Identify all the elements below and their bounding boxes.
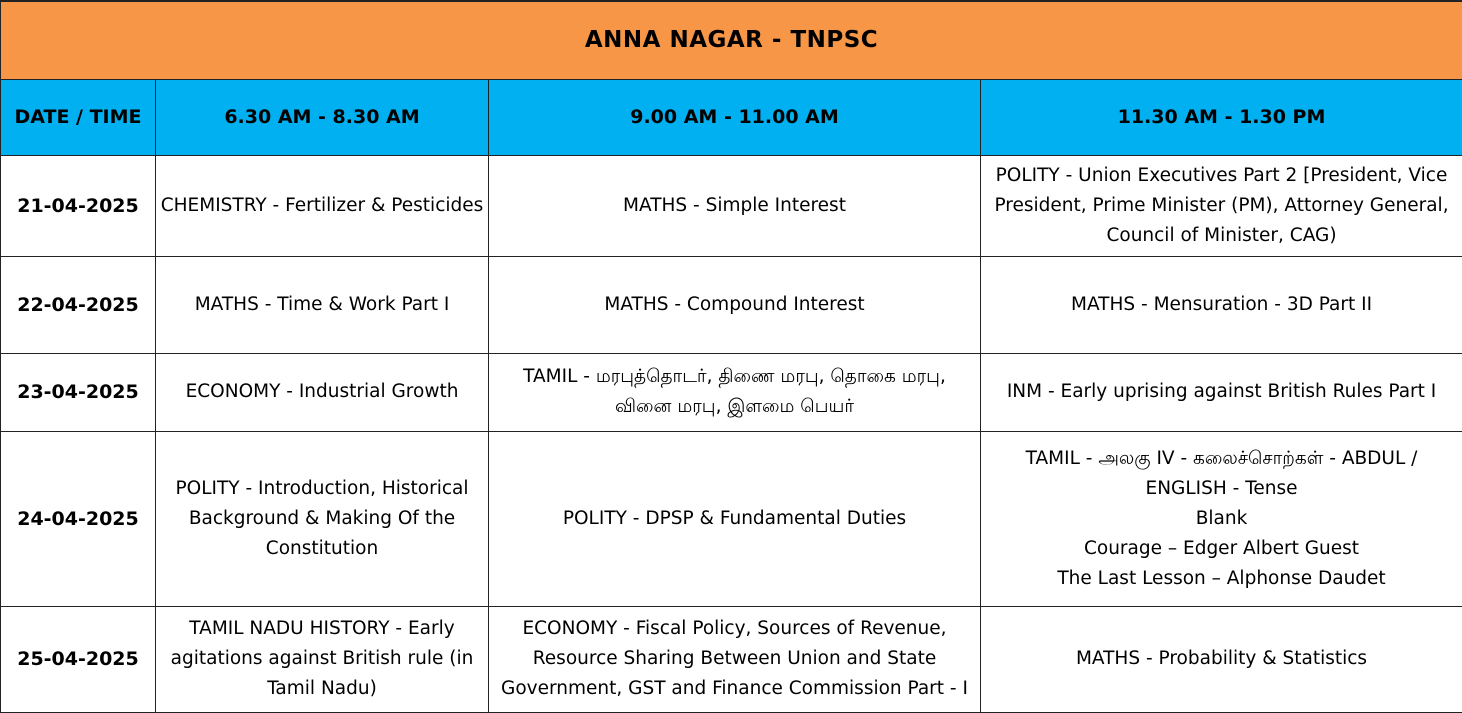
slot-2-topic: ECONOMY - Fiscal Policy, Sources of Revenue, Resource Sharing Between Union and State Government, GST and Finance Commission Part - I: [489, 606, 981, 712]
slot-3-line: Blank: [985, 504, 1458, 534]
schedule-title: ANNA NAGAR - TNPSC: [1, 1, 1462, 79]
header-slot-3: 11.30 AM - 1.30 PM: [981, 79, 1462, 155]
row-date: 25-04-2025: [1, 606, 156, 712]
row-date: 23-04-2025: [1, 353, 156, 431]
slot-3-topic: [981, 431, 1462, 606]
slot-3-topic: MATHS - Probability & Statistics: [981, 606, 1462, 712]
slot-3-topic: MATHS - Mensuration - 3D Part II: [981, 256, 1462, 353]
slot-3-line: The Last Lesson – Alphonse Daudet: [985, 564, 1458, 594]
slot-2-topic: MATHS - Compound Interest: [489, 256, 981, 353]
slot-2-topic: POLITY - DPSP & Fundamental Duties: [489, 431, 981, 606]
table-row: [1, 353, 1462, 431]
table-row: [1, 606, 1462, 712]
slot-1-topic: MATHS - Time & Work Part I: [156, 256, 489, 353]
header-slot-1: 6.30 AM - 8.30 AM: [156, 79, 489, 155]
slot-2-topic: TAMIL - மரபுத்தொடர், திணை மரபு, தொகை மரபு, வினை மரபு, இளமை பெயர்: [489, 353, 981, 431]
table-row: [1, 431, 1462, 606]
table-row: [1, 155, 1462, 256]
slot-1-topic: ECONOMY - Industrial Growth: [156, 353, 489, 431]
slot-1-topic: TAMIL NADU HISTORY - Early agitations against British rule (in Tamil Nadu): [156, 606, 489, 712]
slot-3-line: ENGLISH - Tense: [985, 474, 1458, 504]
slot-3-line: TAMIL - அலகு IV - கலைச்சொற்கள் - ABDUL /: [985, 444, 1458, 474]
slot-3-topic: POLITY - Union Executives Part 2 [President, Vice President, Prime Minister (PM), Attorney General, Council of Minister, CAG): [981, 155, 1462, 256]
header-slot-2: 9.00 AM - 11.00 AM: [489, 79, 981, 155]
row-date: 24-04-2025: [1, 431, 156, 606]
slot-3-line: Courage – Edger Albert Guest: [985, 534, 1458, 564]
slot-1-topic: CHEMISTRY - Fertilizer & Pesticides: [156, 155, 489, 256]
header-row: [1, 79, 1462, 155]
row-date: 21-04-2025: [1, 155, 156, 256]
table-row: [1, 256, 1462, 353]
slot-2-topic: MATHS - Simple Interest: [489, 155, 981, 256]
slot-1-topic: POLITY - Introduction, Historical Background & Making Of the Constitution: [156, 431, 489, 606]
slot-3-topic: INM - Early uprising against British Rules Part I: [981, 353, 1462, 431]
row-date: 22-04-2025: [1, 256, 156, 353]
title-row: [1, 1, 1462, 79]
header-date-time: DATE / TIME: [1, 79, 156, 155]
